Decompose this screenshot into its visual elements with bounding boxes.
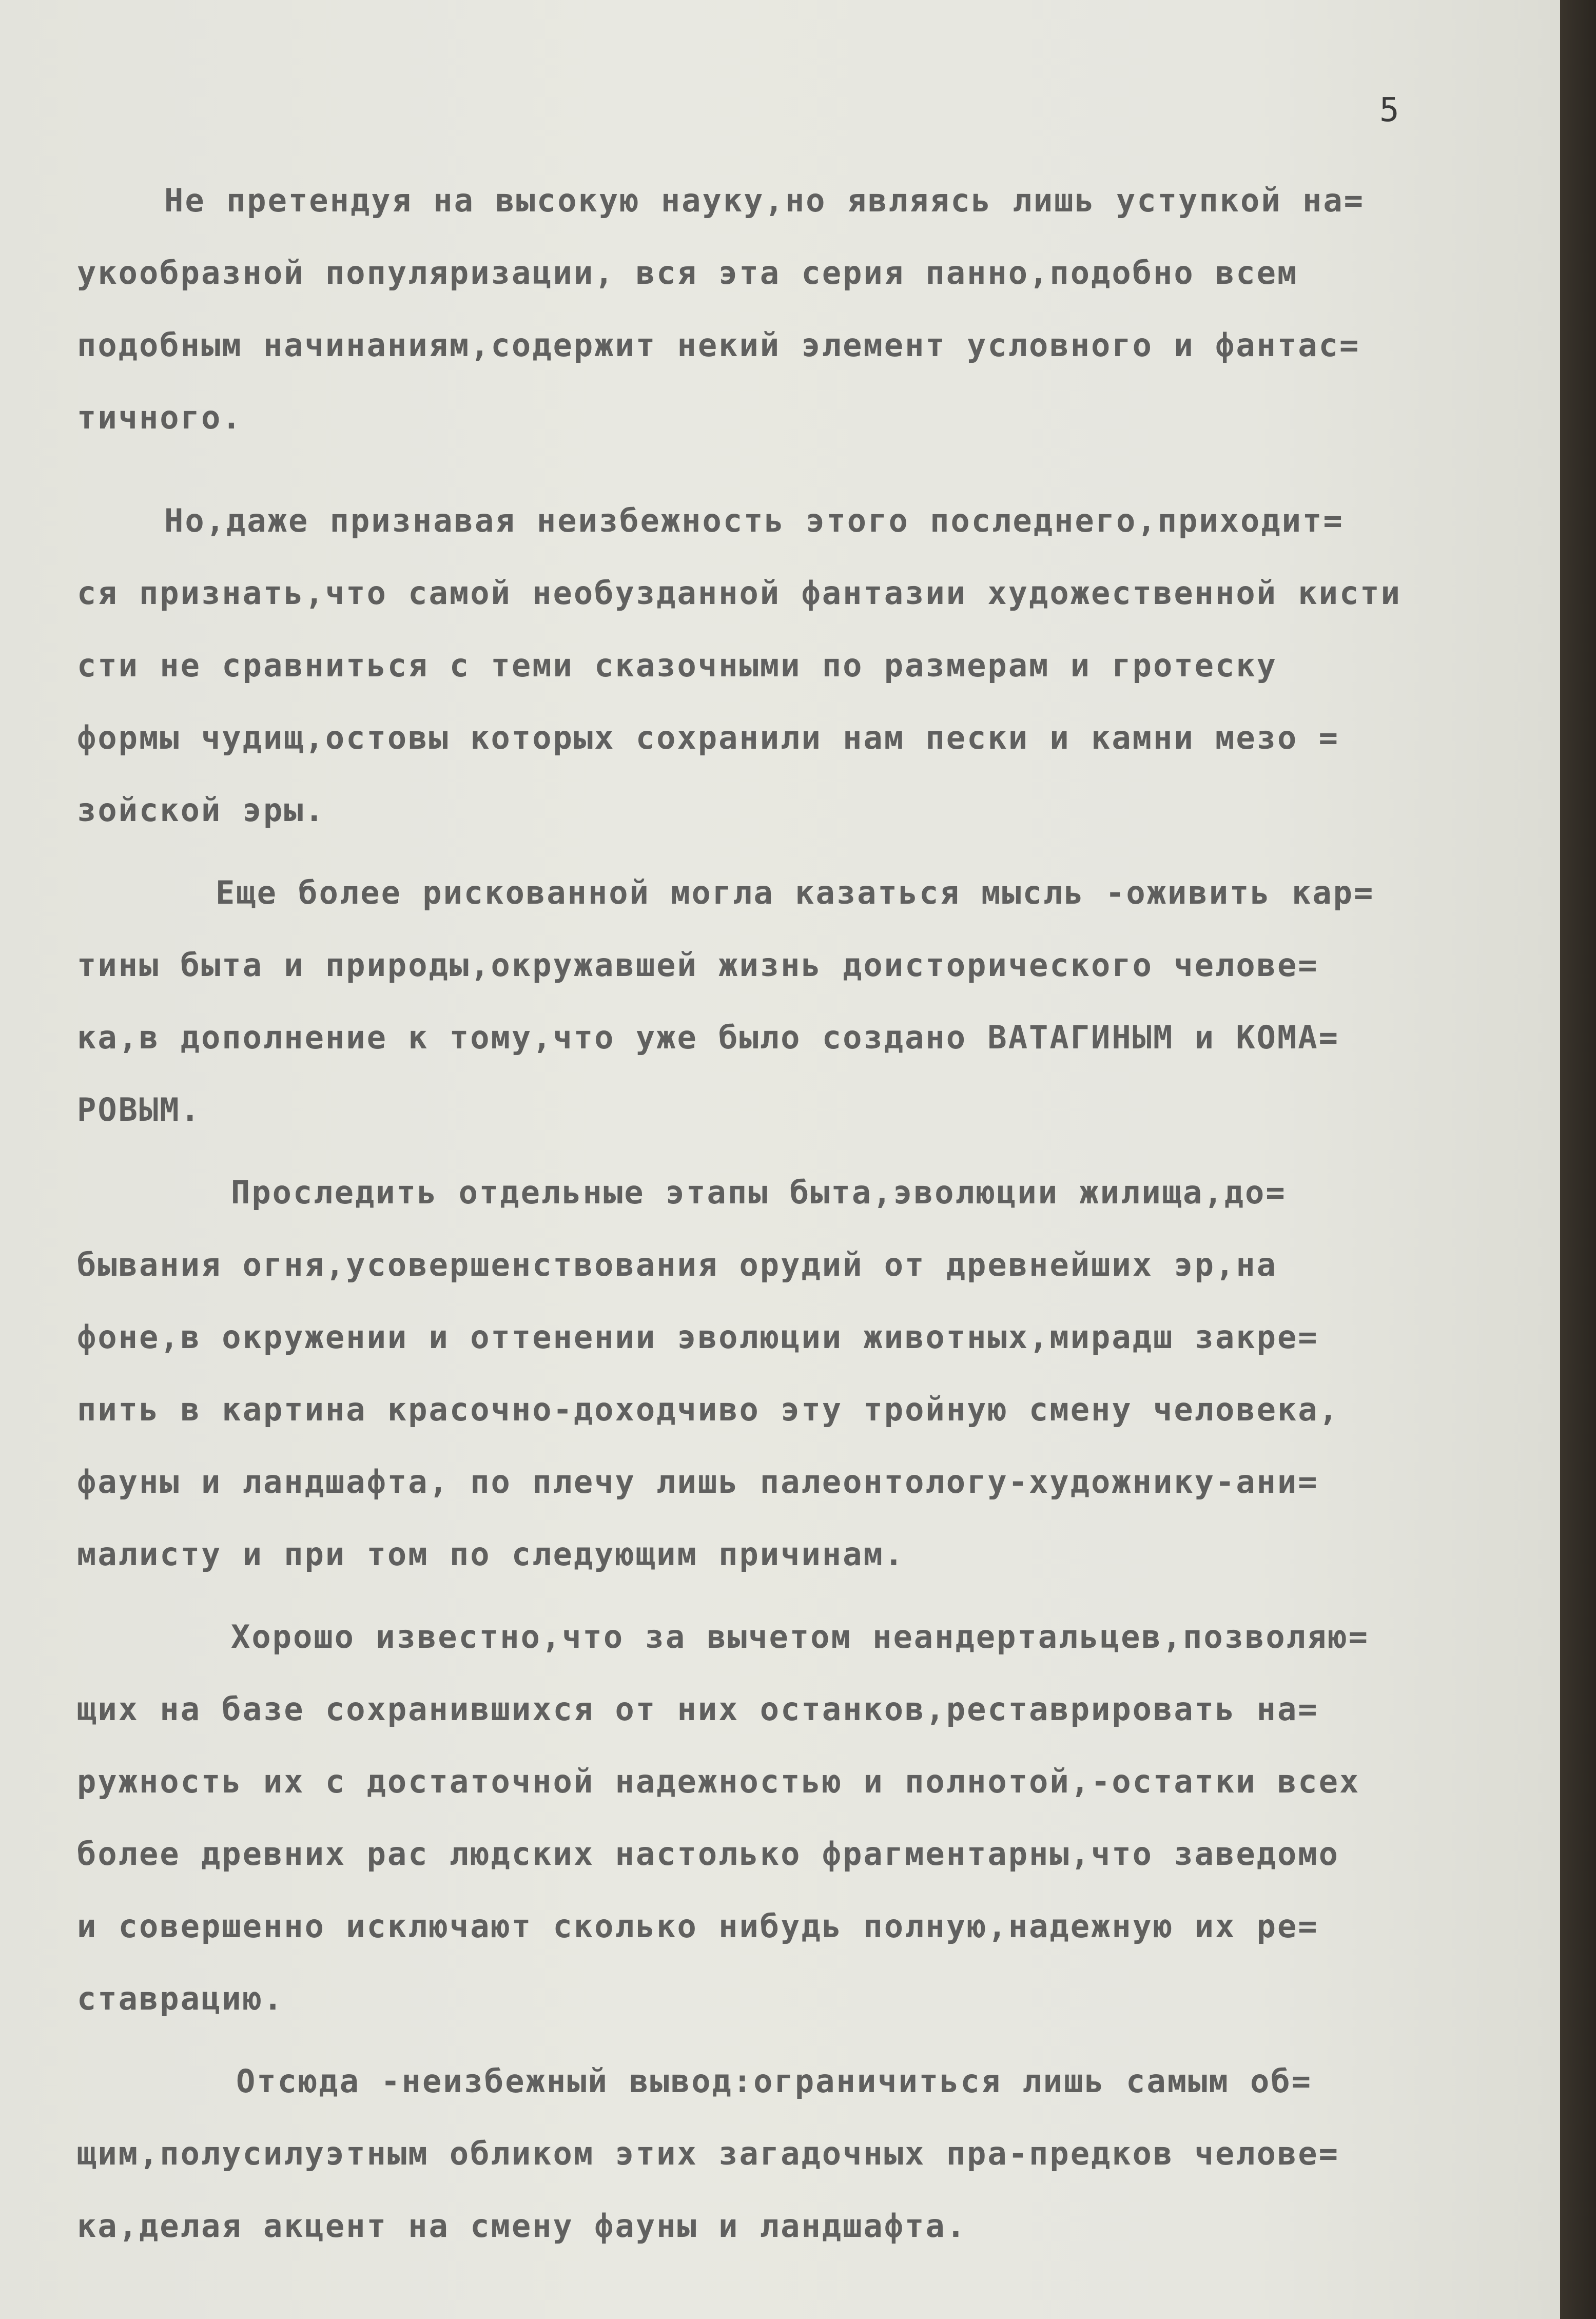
text-line: ся признать,что самой необузданной фантазии художественной кисти	[77, 574, 1402, 612]
paragraph-5	[77, 1601, 1504, 2035]
text-line: щим,полусилуэтным обликом этих загадочных пра-предков челове=	[77, 2135, 1339, 2172]
document-body	[77, 164, 1504, 2262]
text-line: ка,в дополнение к тому,что уже было создано ВАТАГИНЫМ и КОМА=	[77, 1019, 1339, 1056]
paragraph-4	[77, 1156, 1504, 1590]
paragraph-2	[77, 484, 1504, 846]
text-line: Хорошо известно,что за вычетом неандертальцев,позволяю=	[231, 1618, 1369, 1655]
text-line: пить в картина красочно-доходчиво эту тройную смену человека,	[77, 1391, 1339, 1428]
text-line: Не претендуя на высокую науку,но являясь лишь уступкой на=	[164, 182, 1365, 219]
text-line: фауны и ландшафта, по плечу лишь палеонтологу-художнику-ани=	[77, 1463, 1319, 1500]
text-line: зойской эры.	[77, 791, 325, 829]
text-line: укообразной популяризации, вся эта серия панно,подобно всем	[77, 254, 1298, 291]
text-line: тичного.	[77, 399, 243, 436]
text-line: Но,даже признавая неизбежность этого последнего,приходит=	[164, 502, 1344, 539]
text-line: Отсюда -неизбежный вывод:ограничиться лишь самым об=	[236, 2062, 1313, 2100]
text-line: и совершенно исключают сколько нибудь полную,надежную их ре=	[77, 1907, 1319, 1945]
text-line: ставрацию.	[77, 1980, 284, 2017]
paragraph-3	[77, 856, 1504, 1146]
text-line: фоне,в окружении и оттенении эволюции животных,мирадш закре=	[77, 1318, 1319, 1356]
text-line: более древних рас людских настолько фрагментарны,что заведомо	[77, 1835, 1339, 1873]
page-number: 5	[1379, 91, 1399, 129]
text-line: ружность их с достаточной надежностью и полнотой,-остатки всех	[77, 1763, 1360, 1800]
text-line: Проследить отдельные этапы быта,эволюции жилища,до=	[231, 1174, 1287, 1211]
text-line: тины быта и природы,окружавшей жизнь доисторического челове=	[77, 946, 1319, 984]
paragraph-6	[77, 2045, 1504, 2262]
text-line: подобным начинаниям,содержит некий элемент условного и фантас=	[77, 326, 1360, 364]
text-line: бывания огня,усовершенствования орудий от древнейших эр,на	[77, 1246, 1277, 1283]
text-line: щих на базе сохранившихся от них останков,реставрировать на=	[77, 1690, 1319, 1728]
background-edge	[1560, 0, 1596, 2319]
text-line: Еще более рискованной могла казаться мысль -оживить кар=	[216, 874, 1375, 911]
text-line: малисту и при том по следующим причинам.	[77, 1535, 905, 1573]
text-line: ка,делая акцент на смену фауны и ландшафта.	[77, 2207, 967, 2245]
paragraph-1	[77, 164, 1504, 454]
text-line: РОВЫМ.	[77, 1091, 201, 1128]
text-line: сти не сравниться с теми сказочными по размерам и гротеску	[77, 647, 1277, 684]
text-line: формы чудищ,остовы которых сохранили нам пески и камни мезо =	[77, 719, 1339, 756]
